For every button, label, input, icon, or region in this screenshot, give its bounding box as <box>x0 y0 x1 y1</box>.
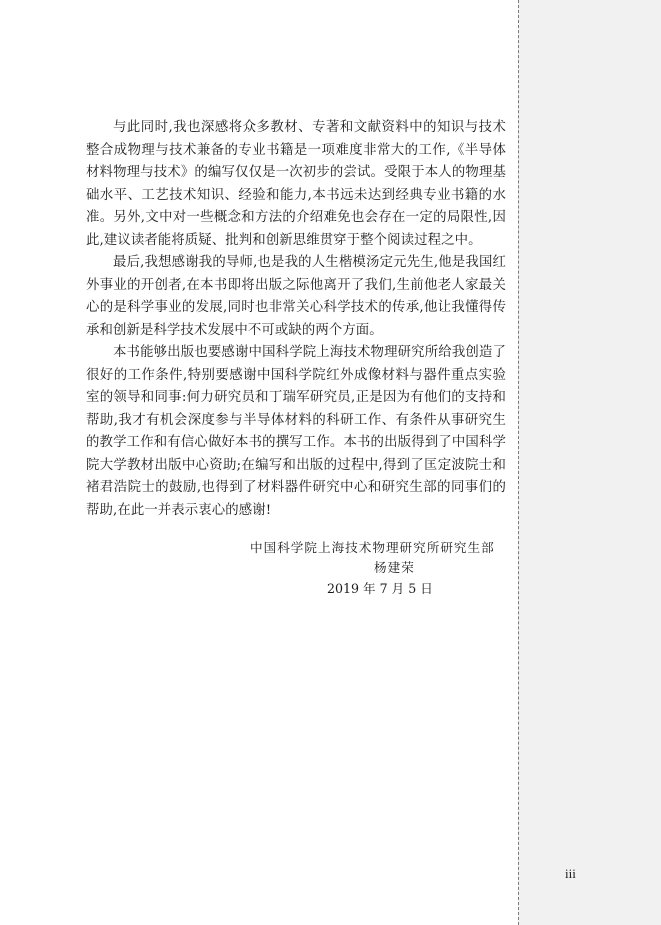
paragraph-2: 最后,我想感谢我的导师,也是我的人生楷模汤定元先生,他是我国红外事业的开创者,在本书即将出版之际他离开了我们,生前他老人家最关心的是科学事业的发展,同时也非常关心科学技术的传承,他让我懂得传承和创新是科学技术发展中不可或缺的两个方面。 <box>86 255 506 338</box>
signature-organization: 中国科学院上海技术物理研究所研究生部 <box>250 540 495 555</box>
signature-date: 2019 年 7 月 5 日 <box>327 581 433 596</box>
page-margin-band <box>518 0 661 925</box>
paragraph-1: 与此同时,我也深感将众多教材、专著和文献资料中的知识与技术整合成物理与技术兼备的专业书籍是一项难度非常大的工作,《半导体材料物理与技术》的编写仅仅是一次初步的尝试。受限于本人的物理基础水平、工艺技术知识、经验和能力,本书远未达到经典专业书籍的水准。另外,文中对一些概念和方法的介绍难免也会存在一定的局限性,因此,建议读者能将质疑、批判和创新思维贯穿于整个阅读过程之中。 <box>86 120 506 248</box>
page-number: iii <box>565 866 576 881</box>
signature-author: 杨建荣 <box>374 560 415 575</box>
preface-body <box>86 117 506 522</box>
paragraph-3: 本书能够出版也要感谢中国科学院上海技术物理研究所给我创造了很好的工作条件,特别要感谢中国科学院红外成像材料与器件重点实验室的领导和同事:何力研究员和丁瑞军研究员,正是因为有他们的支持和帮助,我才有机会深度参与半导体材料的科研工作、有条件从事研究生的教学工作和有信心做好本书的撰写工作。本书的出版得到了中国科学院大学教材出版中心资助;在编写和出版的过程中,得到了匡定波院士和褚君浩院士的鼓励,也得到了材料器件研究中心和研究生部的同事们的帮助,在此一并表示衷心的感谢! <box>86 345 506 518</box>
